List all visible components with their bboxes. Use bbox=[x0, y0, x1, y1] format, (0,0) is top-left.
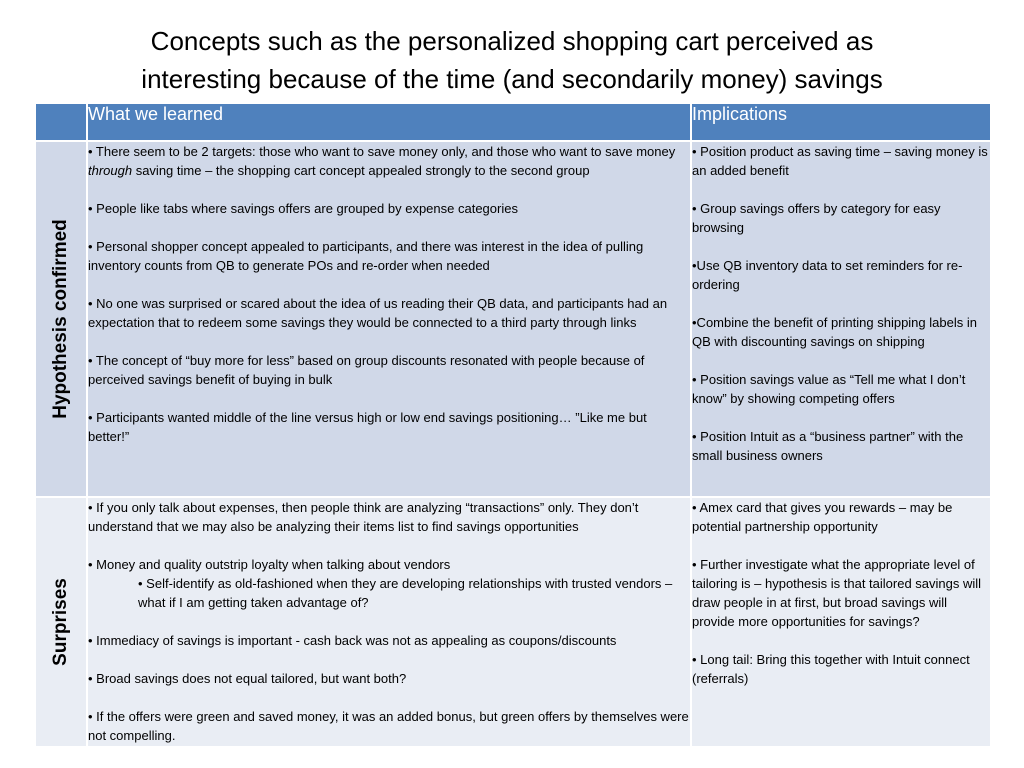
table-header-row bbox=[35, 103, 991, 141]
row-label-cell bbox=[35, 497, 87, 747]
implication-item: • Long tail: Bring this together with Intuit connect (referrals) bbox=[692, 652, 970, 686]
learned-item: • Personal shopper concept appealed to participants, and there was interest in the idea of pulling inventory counts from QB to generate POs and re-order when needed bbox=[88, 239, 644, 273]
row-label-cell bbox=[35, 141, 87, 497]
learned-item-group bbox=[88, 555, 690, 612]
implication-item: • Position Intuit as a “business partner” with the small business owners bbox=[692, 429, 964, 463]
learned-sub-item: • Self-identify as old-fashioned when they are developing relationships with trusted vendors – what if I am getting taken advantage of? bbox=[138, 576, 673, 610]
slide-title-line-2: interesting because of the time (and secondarily money) savings bbox=[141, 64, 883, 94]
slide-title-line-1: Concepts such as the personalized shopping cart perceived as bbox=[150, 26, 874, 56]
learned-item: • The concept of “buy more for less” based on group discounts resonated with people because of perceived savings benefit of buying in bulk bbox=[88, 353, 645, 387]
implication-item: • Position savings value as “Tell me what I don’t know” by showing competing offers bbox=[692, 372, 966, 406]
header-corner-cell bbox=[35, 103, 87, 141]
learned-item-text: saving time – the shopping cart concept appealed strongly to the second group bbox=[132, 163, 590, 178]
implication-item: • Amex card that gives you rewards – may be potential partnership opportunity bbox=[692, 500, 953, 534]
implication-item: • Position product as saving time – saving money is an added benefit bbox=[692, 144, 988, 178]
implications-cell-surprises bbox=[691, 497, 991, 747]
implication-item: • Further investigate what the appropriate level of tailoring is – hypothesis is that tailored savings will draw people in at first, but broad savings will provide more opportunities for savings? bbox=[692, 557, 982, 629]
learned-item: • If the offers were green and saved money, it was an added bonus, but green offers by themselves were not compelling. bbox=[88, 709, 689, 743]
learned-item-emphasis: through bbox=[88, 163, 133, 178]
table-row-surprises bbox=[35, 497, 991, 747]
implications-cell-hypothesis bbox=[691, 141, 991, 497]
column-header-implications: Implications bbox=[691, 103, 991, 141]
row-label-surprises: Surprises bbox=[50, 578, 71, 666]
learned-cell-surprises bbox=[87, 497, 691, 747]
learned-item: • No one was surprised or scared about the idea of us reading their QB data, and participants had an expectation that to redeem some savings they would be connected to a third party through links bbox=[88, 296, 668, 330]
learned-item-text: • There seem to be 2 targets: those who want to save money only, and those who want to save money bbox=[88, 144, 676, 159]
findings-table bbox=[34, 102, 992, 748]
implication-item: •Use QB inventory data to set reminders for re-ordering bbox=[692, 258, 963, 292]
row-label-hypothesis-confirmed: Hypothesis confirmed bbox=[50, 219, 71, 419]
learned-item: • Immediacy of savings is important - cash back was not as appealing as coupons/discounts bbox=[88, 633, 617, 648]
learned-item bbox=[88, 142, 690, 180]
slide-title bbox=[40, 22, 984, 98]
learned-item: • Broad savings does not equal tailored, but want both? bbox=[88, 671, 407, 686]
column-header-what-we-learned: What we learned bbox=[87, 103, 691, 141]
implication-item: • Group savings offers by category for easy browsing bbox=[692, 201, 941, 235]
learned-item: • Participants wanted middle of the line versus high or low end savings positioning… ”Like me but better!” bbox=[88, 410, 647, 444]
learned-item: • Money and quality outstrip loyalty when talking about vendors bbox=[88, 557, 451, 572]
implication-item: •Combine the benefit of printing shipping labels in QB with discounting savings on shipping bbox=[692, 315, 977, 349]
learned-item: • People like tabs where savings offers are grouped by expense categories bbox=[88, 201, 518, 216]
table-row-hypothesis-confirmed bbox=[35, 141, 991, 497]
learned-item: • If you only talk about expenses, then people think are analyzing “transactions” only. They don’t understand that we may also be analyzing their items list to find savings opportunities bbox=[88, 500, 639, 534]
learned-cell-hypothesis bbox=[87, 141, 691, 497]
